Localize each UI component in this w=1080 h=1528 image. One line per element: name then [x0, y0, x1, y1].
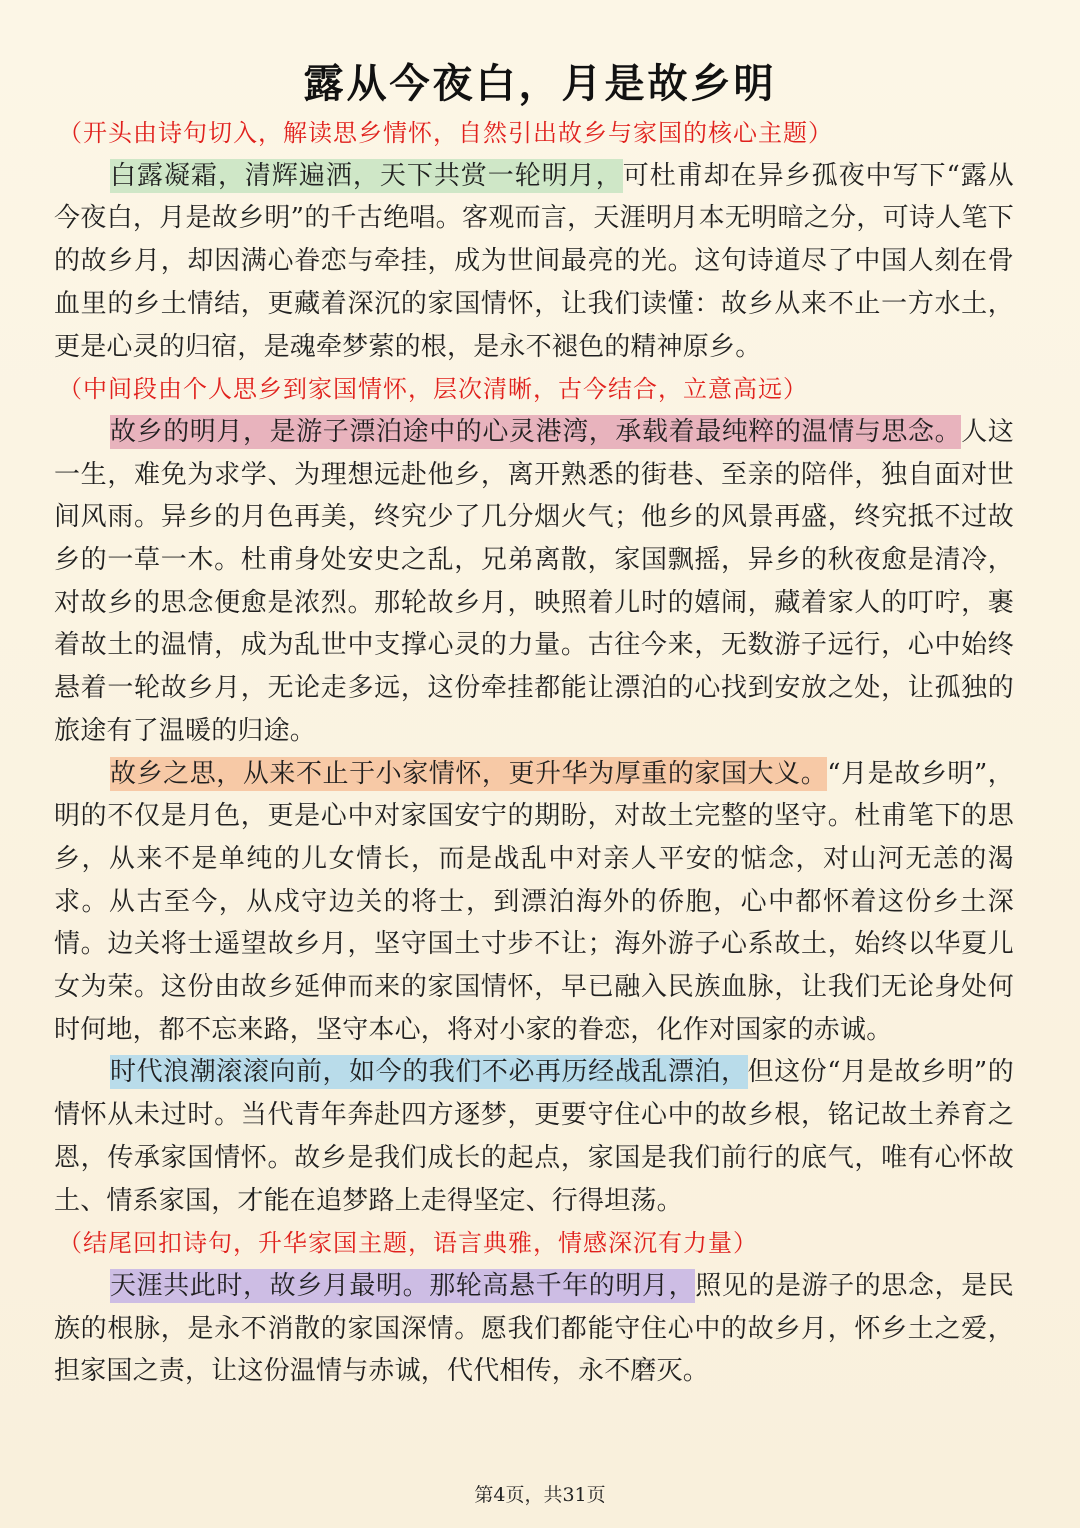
paragraph-2 — [54, 411, 1014, 753]
paragraph-4 — [54, 1051, 1014, 1222]
paragraph-3 — [54, 753, 1014, 1052]
annotation-ending: （结尾回扣诗句，升华家国主题，语言典雅，情感深沉有力量） — [58, 1229, 758, 1258]
highlight-blue: 时代浪潮滚滚向前，如今的我们不必再历经战乱漂泊， — [110, 1057, 748, 1088]
annotation-opening: （开头由诗句切入，解读思乡情怀，自然引出故乡与家国的核心主题） — [58, 119, 833, 147]
paragraph-4-text: 但这份“月是故乡明”的情怀从未过时。当代青年奔赴四方逐梦，更要守住心中的故乡根，铭记故土养育之恩，传承家国情怀。故乡是我们成长的起点，家国是我们前行的底气，唯有心怀故土、情系家国，才能在追梦路上走得坚定、行得坦荡。 — [54, 1057, 1014, 1216]
essay-body — [54, 112, 1014, 1393]
paragraph-1 — [54, 155, 1014, 369]
annotation-middle: （中间段由个人思乡到家国情怀，层次清晰，古今结合，立意高远） — [58, 375, 808, 404]
highlight-orange: 故乡之思，从来不止于小家情怀，更升华为厚重的家国大义。 — [110, 758, 828, 789]
paragraph-3-text: “月是故乡明”，明的不仅是月色，更是心中对家国安宁的期盼，对故土完整的坚守。杜甫笔下的思乡，从来不是单纯的儿女情长，而是战乱中对亲人平安的惦念，对山河无恙的渴求。从古至今，从戍守边关的将士，到漂泊海外的侨胞，心中都怀着这份乡土深情。边关将士遥望故乡月，坚守国土寸步不让；海外游子心系故土，始终以华夏儿女为荣。这份由故乡延伸而来的家国情怀，早已融入民族血脉，让我们无论身处何时何地，都不忘来路，坚守本心，将对小家的眷恋，化作对国家的赤诚。 — [54, 758, 1015, 1045]
highlight-pink: 故乡的明月，是游子漂泊途中的心灵港湾，承载着最纯粹的温情与思念。 — [110, 416, 962, 447]
paragraph-5 — [54, 1265, 1014, 1393]
paragraph-1-text: 可杜甫却在异乡孤夜中写下“露从今夜白，月是故乡明”的千古绝唱。客观而言，天涯明月本无明暗之分，可诗人笔下的故乡月，却因满心眷恋与牵挂，成为世间最亮的光。这句诗道尽了中国人刻在骨血里的乡土情结，更藏着深沉的家国情怀，让我们读懂：故乡从来不止一方水土，更是心灵的归宿，是魂牵梦萦的根，是永不褪色的精神原乡。 — [54, 160, 1014, 362]
paragraph-5-text: 照见的是游子的思念，是民族的根脉，是永不消散的家国深情。愿我们都能守住心中的故乡月，怀乡土之爱，担家国之责，让这份温情与赤诚，代代相传，永不磨灭。 — [54, 1270, 1014, 1387]
essay-title: 露从今夜白，月是故乡明 — [303, 60, 777, 107]
page-number: 第4页，共31页 — [474, 1484, 606, 1506]
highlight-purple: 天涯共此时，故乡月最明。那轮高悬千年的明月， — [110, 1270, 696, 1301]
paragraph-2-text: 人这一生，难免为求学、为理想远赴他乡，离开熟悉的街巷、至亲的陪伴，独自面对世间风雨。异乡的月色再美，终究少了几分烟火气；他乡的风景再盛，终究抵不过故乡的一草一木。杜甫身处安史之乱，兄弟离散，家国飘摇，异乡的秋夜愈是清冷，对故乡的思念便愈是浓烈。那轮故乡月，映照着儿时的嬉闹，藏着家人的叮咛，裹着故土的温情，成为乱世中支撑心灵的力量。古往今来，无数游子远行，心中始终悬着一轮故乡月，无论走多远，这份牵挂都能让漂泊的心找到安放之处，让孤独的旅途有了温暖的归途。 — [54, 416, 1015, 746]
highlight-green: 白露凝霜，清辉遍洒，天下共赏一轮明月， — [110, 160, 623, 191]
